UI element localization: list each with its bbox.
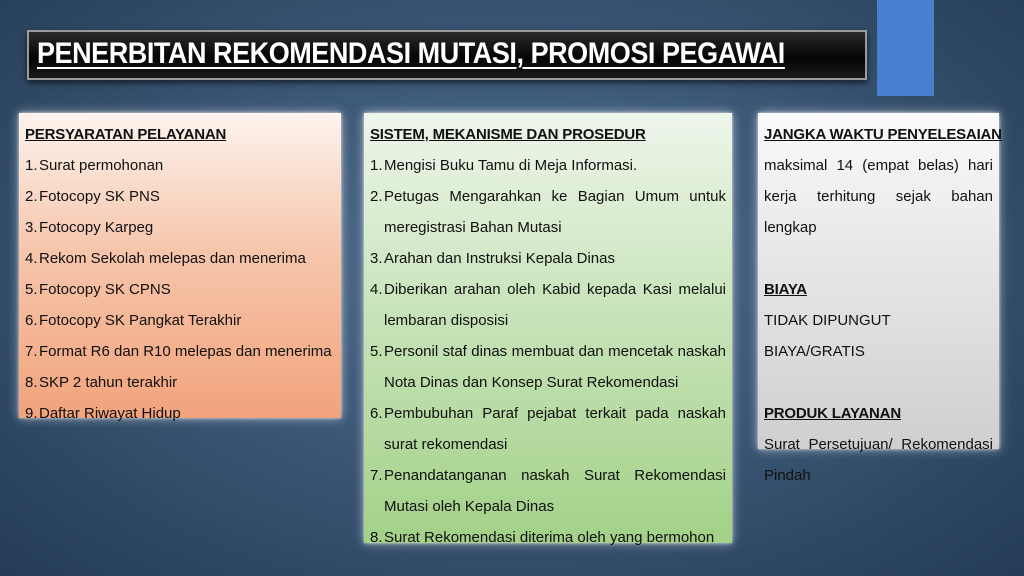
list-item: 4. Diberikan arahan oleh Kabid kepada Kasi melalui lembaran disposisi: [370, 281, 726, 329]
persyaratan-list: [25, 150, 335, 429]
biaya-text: TIDAK DIPUNGUT BIAYA/GRATIS: [764, 312, 891, 360]
list-item: 1. Surat permohonan: [25, 157, 164, 174]
panel-sistem: [364, 113, 732, 546]
list-item: 3. Arahan dan Instruksi Kepala Dinas: [370, 250, 615, 267]
list-item: 2. Petugas Mengarahkan ke Bagian Umum untuk meregistrasi Bahan Mutasi: [370, 188, 726, 236]
panel-persyaratan: [19, 113, 341, 422]
list-item: 6. Pembubuhan Paraf pejabat terkait pada naskah surat rekomendasi: [370, 405, 726, 453]
panel-info: [758, 113, 1002, 484]
page-title: PENERBITAN REKOMENDASI MUTASI, PROMOSI PEGAWAI: [37, 37, 785, 70]
sistem-heading: SISTEM, MEKANISME DAN PROSEDUR: [370, 126, 646, 143]
produk-heading: PRODUK LAYANAN: [764, 405, 901, 422]
list-item: 8. SKP 2 tahun terakhir: [25, 374, 178, 391]
list-item: 1. Mengisi Buku Tamu di Meja Informasi.: [370, 157, 638, 174]
spacer: [764, 367, 993, 398]
list-item: 5. Personil staf dinas membuat dan mencetak naskah Nota Dinas dan Konsep Surat Rekomendasi: [370, 343, 726, 391]
list-item: 8. Surat Rekomendasi diterima oleh yang bermohon: [370, 529, 715, 546]
sistem-list: [370, 150, 726, 553]
list-item: 3. Fotocopy Karpeg: [25, 219, 154, 236]
list-item: 5. Fotocopy SK CPNS: [25, 281, 171, 298]
persyaratan-heading: PERSYARATAN PELAYANAN: [25, 126, 227, 143]
list-item: 9. Daftar Riwayat Hidup: [25, 405, 181, 422]
produk-text: Surat Persetujuan/ Rekomendasi Pindah: [764, 436, 993, 484]
accent-bar: [877, 0, 934, 96]
jangka-text: maksimal 14 (empat belas) hari kerja terhitung sejak bahan lengkap: [764, 157, 993, 236]
title-bar: [27, 30, 867, 80]
list-item: 4. Rekom Sekolah melepas dan menerima: [25, 250, 306, 267]
list-item: 2. Fotocopy SK PNS: [25, 188, 160, 205]
spacer: [764, 243, 993, 274]
jangka-heading: JANGKA WAKTU PENYELESAIAN: [764, 126, 1002, 143]
list-item: 6. Fotocopy SK Pangkat Terakhir: [25, 312, 242, 329]
biaya-heading: BIAYA: [764, 281, 807, 298]
list-item: 7. Format R6 dan R10 melepas dan menerima: [25, 343, 332, 360]
list-item: 7. Penandatanganan naskah Surat Rekomendasi Mutasi oleh Kepala Dinas: [370, 467, 726, 515]
